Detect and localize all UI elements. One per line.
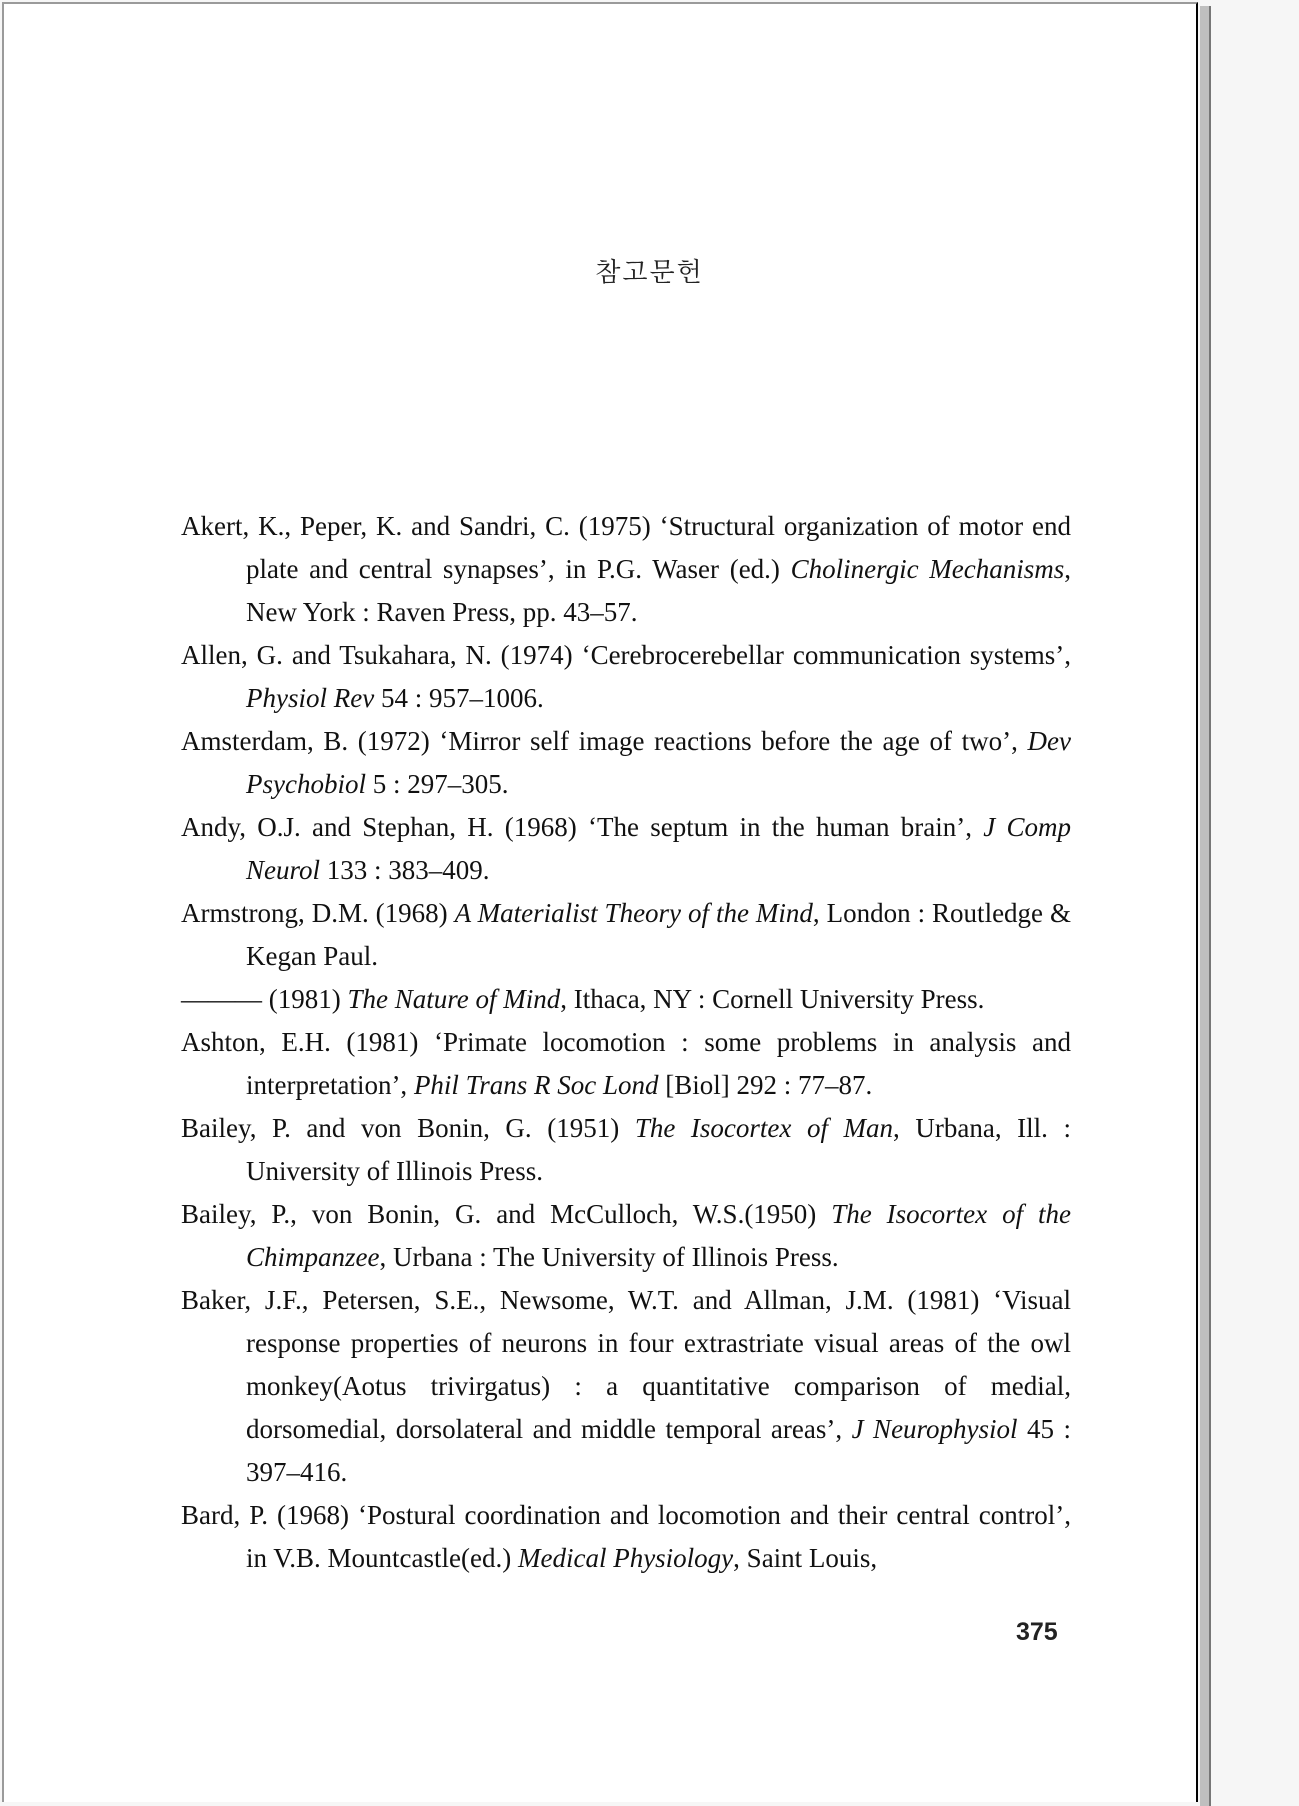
reference-title-italic: Physiol Rev <box>246 683 375 713</box>
reference-title-italic: J Neurophysiol <box>851 1414 1018 1444</box>
reference-entry <box>181 1279 1071 1494</box>
reference-text: Akert, K., Peper, K. and Sandri, C. (1975) ‘Structural organization of motor end plate and central synapses’, in P.G. Waser (ed.) <box>181 511 1071 584</box>
reference-text: 45 : 397–416. <box>246 1414 1071 1487</box>
reference-entry <box>181 1021 1071 1107</box>
reference-text: Bard, P. (1968) ‘Postural coordination and locomotion and their central control’, in V.B. Mountcastle(ed.) <box>181 1500 1071 1573</box>
page-title: 참고문헌 <box>595 258 704 288</box>
reference-text: 133 : 383–409. <box>320 855 490 885</box>
reference-title-italic: The Isocortex of Man <box>634 1113 894 1143</box>
reference-title-italic: The Isocortex of the Chimpanzee <box>246 1199 1071 1272</box>
reference-text: Allen, G. and Tsukahara, N. (1974) ‘Cerebrocerebellar communication systems’, <box>181 640 1071 670</box>
reference-title-italic: Dev Psychobiol <box>246 726 1071 799</box>
reference-text: , London : Routledge & Kegan Paul. <box>246 898 1071 971</box>
reference-text: , Saint Louis, <box>733 1543 878 1573</box>
reference-text: , Ithaca, NY : Cornell University Press. <box>560 984 985 1014</box>
reference-entry <box>181 1193 1071 1279</box>
reference-entry <box>181 1107 1071 1193</box>
reference-text: , Urbana : The University of Illinois Press. <box>379 1242 839 1272</box>
reference-text: Bailey, P., von Bonin, G. and McCulloch, W.S.(1950) <box>181 1199 832 1229</box>
reference-title-italic: Cholinergic Mechanisms <box>790 554 1065 584</box>
reference-text: 5 : 297–305. <box>365 769 509 799</box>
reference-entry <box>181 806 1071 892</box>
reference-entry <box>181 720 1071 806</box>
reference-entry <box>181 1494 1071 1580</box>
reference-title-italic: Phil Trans R Soc Lond <box>413 1070 659 1100</box>
reference-entry <box>181 978 1071 1021</box>
reference-text: , Urbana, Ill. : University of Illinois Press. <box>246 1113 1072 1186</box>
reference-text: Andy, O.J. and Stephan, H. (1968) ‘The septum in the human brain’, <box>181 812 984 842</box>
reference-title-italic: A Materialist Theory of the Mind <box>454 898 813 928</box>
reference-text: Baker, J.F., Petersen, S.E., Newsome, W.T. and Allman, J.M. (1981) ‘Visual response properties of neurons in four extrastriate visual areas of the owl monkey(Aotus trivirgatus) : a quantitative comparison of medial, dorsomedial, dorsolateral and middle temporal areas’, <box>181 1285 1071 1444</box>
reference-text: Bailey, P. and von Bonin, G. (1951) <box>181 1113 635 1143</box>
reference-text: Armstrong, D.M. (1968) <box>181 898 455 928</box>
reference-text: ——— (1981) <box>181 984 348 1014</box>
reference-entry <box>181 892 1071 978</box>
reference-list <box>181 505 1071 1580</box>
reference-text: Amsterdam, B. (1972) ‘Mirror self image reactions before the age of two’, <box>181 726 1028 756</box>
reference-title-italic: The Nature of Mind <box>347 984 561 1014</box>
reference-entry <box>181 505 1071 634</box>
reference-text: 54 : 957–1006. <box>374 683 544 713</box>
reference-text: [Biol] 292 : 77–87. <box>658 1070 873 1100</box>
page-number: 375 <box>1016 1618 1058 1646</box>
reference-entry <box>181 634 1071 720</box>
reference-text: Ashton, E.H. (1981) ‘Primate locomotion : some problems in analysis and interpretation’, <box>181 1027 1071 1100</box>
reference-text: , New York : Raven Press, pp. 43–57. <box>246 554 1071 627</box>
reference-title-italic: J Comp Neurol <box>246 812 1071 885</box>
reference-title-italic: Medical Physiology <box>517 1543 734 1573</box>
